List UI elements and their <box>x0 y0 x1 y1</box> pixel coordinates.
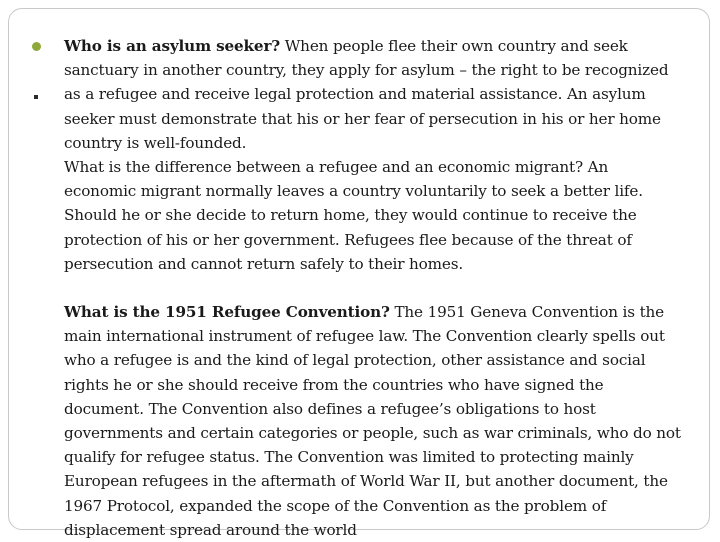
paragraph-asylum-seeker <box>64 34 684 155</box>
heading-refugee-convention: What is the 1951 Refugee Convention? <box>64 303 390 322</box>
text-refugee-convention: The 1951 Geneva Convention is the main international instrument of refugee law. The Convention clearly spells out who a refugee is and the kind of legal protection, other assistance and social rights he or she should receive from the countries who have signed the document. The Convention also defines a refugee’s obligations to host governments and certain categories or people, such as war criminals, who do not qualify for refugee status. The Convention was limited to protecting mainly European refugees in the aftermath of World War II, but another document, the 1967 Protocol, expanded the scope of the Convention as the problem of displacement spread around the world <box>64 303 681 539</box>
bullet-icon <box>32 42 41 51</box>
paragraph-refugee-vs-migrant <box>64 155 684 276</box>
sub-bullet-icon <box>34 95 38 99</box>
text-refugee-vs-migrant: What is the difference between a refugee and an economic migrant? An economic migrant normally leaves a country voluntarily to seek a better life. Should he or she decide to return home, they would continue to receive the protection of his or her government. Refugees flee because of the threat of persecution and cannot return safely to their homes. <box>64 158 643 273</box>
paragraph-refugee-convention <box>64 300 684 542</box>
paragraph-spacer <box>64 276 684 300</box>
slide-content <box>64 34 684 542</box>
heading-asylum-seeker: Who is an asylum seeker? <box>64 37 281 55</box>
text-asylum-seeker: When people flee their own country and seek sanctuary in another country, they apply for asylum – the right to be recognized as a refugee and receive legal protection and material assistance. An asylum seeker must demonstrate that his or her fear of persecution in his or her home country is well-founded. <box>64 37 669 152</box>
